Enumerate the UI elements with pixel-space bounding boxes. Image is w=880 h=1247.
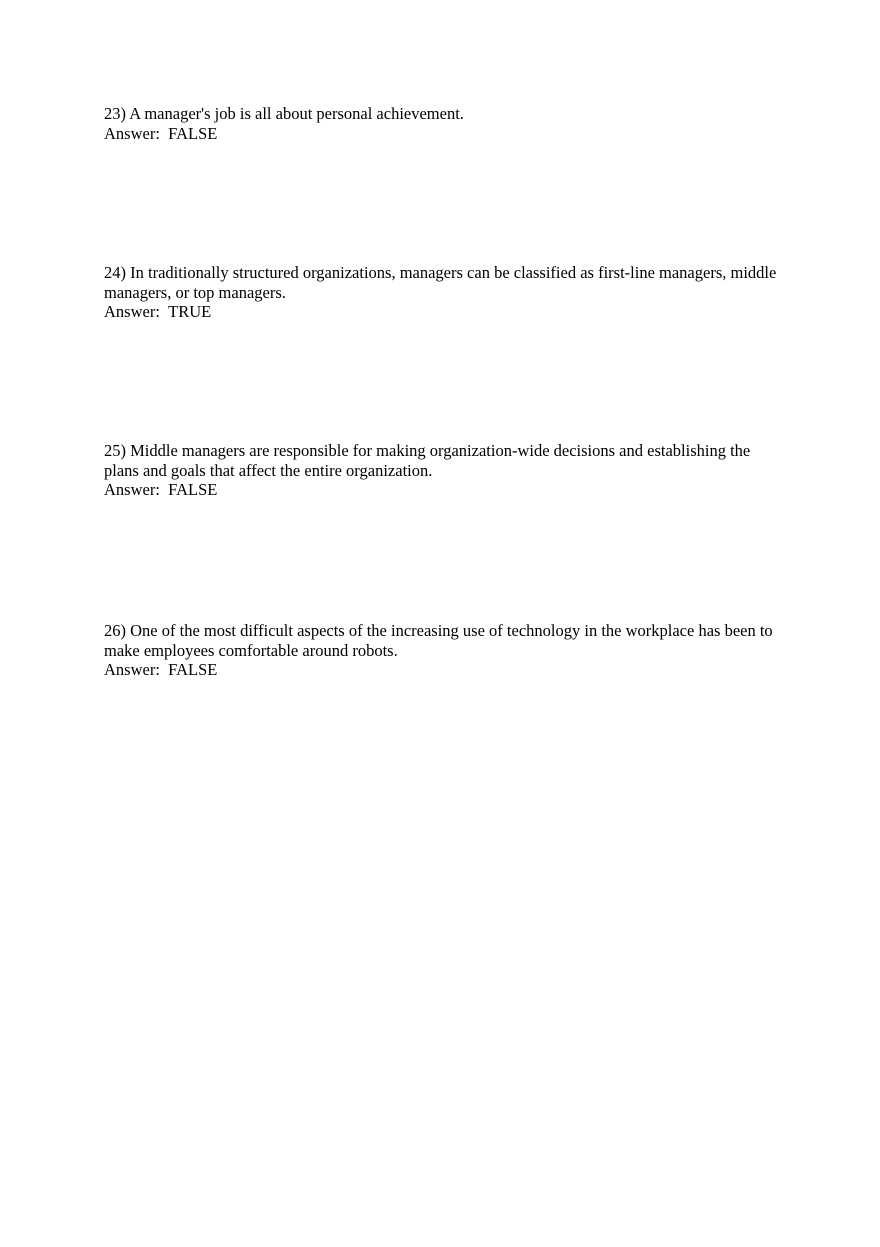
question-23: [104, 104, 784, 143]
answer-line: [104, 660, 784, 680]
answer-label: Answer:: [104, 123, 160, 143]
answer-line: [104, 302, 784, 322]
question-25: [104, 441, 784, 500]
answer-value: FALSE: [168, 660, 218, 679]
answer-line: [104, 124, 784, 144]
question-text: 25) Middle managers are responsible for making organization-wide decisions and establishing the plans and goals that affect the entire organization.: [104, 441, 755, 480]
answer-line: [104, 480, 784, 500]
answer-label: Answer:: [104, 302, 160, 321]
answer-label: Answer:: [104, 660, 160, 679]
question-text: 24) In traditionally structured organizations, managers can be classified as first-line managers, middle managers, or top managers.: [104, 263, 781, 302]
question-text: 26) One of the most difficult aspects of the increasing use of technology in the workplace has been to make employees comfortable around robots.: [104, 621, 777, 660]
question-24: [104, 263, 784, 322]
answer-value: FALSE: [168, 480, 218, 499]
answer-value: FALSE: [168, 123, 218, 143]
question-26: [104, 621, 784, 680]
answer-label: Answer:: [104, 480, 160, 499]
answer-value: TRUE: [168, 302, 212, 321]
question-text: 23) A manager's job is all about personal achievement.: [104, 104, 464, 123]
